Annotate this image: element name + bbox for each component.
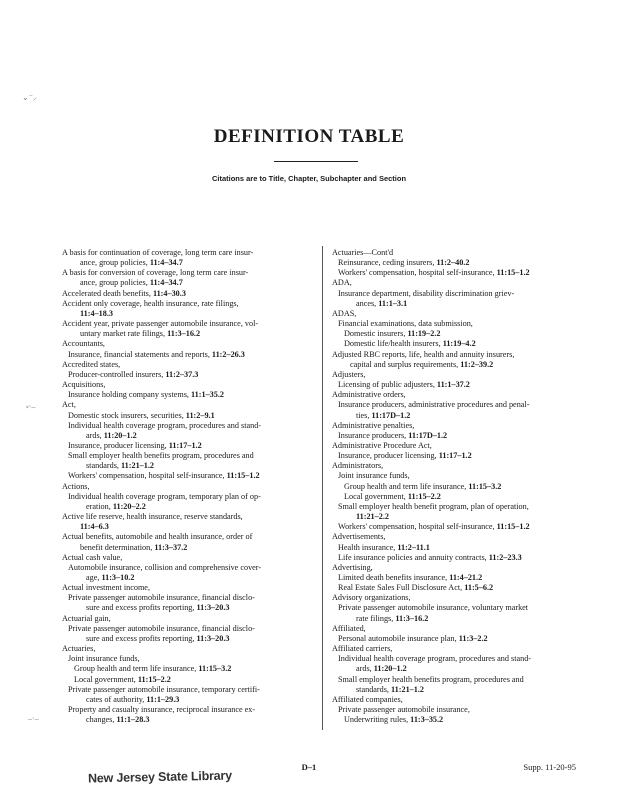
citation: 11:4–6.3 — [80, 522, 109, 532]
left-column — [62, 248, 314, 725]
definition-line — [332, 563, 594, 573]
definition-line — [332, 522, 594, 532]
definition-text: ance, group policies, — [80, 258, 150, 268]
definition-text: standards, — [86, 461, 122, 471]
definition-text: Actuarial gain, — [62, 613, 111, 623]
citation: 11:2–9.1 — [185, 410, 215, 420]
definition-text: ances, — [356, 298, 379, 308]
citation: 11:3–16.2 — [395, 613, 429, 623]
definition-text: Advertising, — [332, 562, 373, 572]
definition-text: Producer-controlled insurers, — [68, 369, 166, 379]
definition-line — [62, 329, 314, 339]
citation: 11:5–6.2 — [464, 583, 494, 593]
definition-text: Advisory organizations, — [332, 593, 411, 603]
definition-line — [332, 492, 594, 502]
page-title: DEFINITION TABLE — [213, 126, 405, 147]
definition-line — [332, 319, 594, 329]
margin-mark: ⌄⁻⸝ — [22, 93, 37, 102]
column-divider — [322, 246, 323, 730]
definition-text: Workers' compensation, hospital self-insurance, — [338, 522, 497, 532]
citation: 11:15–1.2 — [226, 471, 260, 481]
definition-text: Actions, — [62, 481, 90, 491]
definition-line — [62, 715, 314, 725]
citation: 11:17D–1.2 — [408, 430, 448, 440]
definition-text: Health insurance, — [338, 542, 398, 552]
citation: 11:1–29.3 — [146, 694, 180, 704]
definition-line — [332, 380, 594, 390]
definition-line — [62, 593, 314, 603]
citation: 11:21–1.2 — [391, 684, 425, 694]
definition-text: Actuaries, — [62, 644, 96, 654]
definition-text: Automobile insurance, collision and comprehensive cover- — [68, 562, 262, 572]
definition-text: ards, — [86, 430, 104, 440]
definition-text: Insurance department, disability discrimination griev- — [338, 288, 515, 298]
definition-text: Private passenger automobile insurance, voluntary market — [338, 603, 529, 613]
definition-line — [332, 289, 594, 299]
citation: 11:21–1.2 — [121, 461, 155, 471]
definition-line — [332, 329, 594, 339]
definition-line — [332, 644, 594, 654]
citation: 11:3–37.2 — [154, 542, 188, 552]
definition-text: Group health and term life insurance, — [74, 664, 199, 674]
definition-text: Small employer health benefits program, procedures and — [68, 451, 254, 461]
citation: 11:3–20.3 — [196, 603, 230, 613]
definition-line — [62, 624, 314, 634]
definition-line — [62, 411, 314, 421]
definition-text: Affiliated, — [332, 623, 366, 633]
citation: 11:19–2.2 — [407, 329, 441, 339]
definition-line — [62, 685, 314, 695]
definition-text: Joint insurance funds, — [338, 471, 410, 481]
citation: 11:15–2.2 — [407, 491, 441, 501]
definition-line — [332, 278, 594, 288]
right-column — [332, 248, 594, 725]
definition-text: sure and excess profits reporting, — [86, 603, 197, 613]
definition-text: sure and excess profits reporting, — [86, 633, 197, 643]
definition-line — [62, 451, 314, 461]
definition-text: Real Estate Sales Full Disclosure Act, — [338, 583, 465, 593]
definition-line — [332, 593, 594, 603]
definition-line — [332, 299, 594, 309]
definition-line — [332, 705, 594, 715]
definition-line — [332, 675, 594, 685]
definition-text: Active life reserve, health insurance, reserve standards, — [62, 512, 243, 522]
citation: 11:2–11.1 — [397, 542, 430, 552]
definition-line — [62, 268, 314, 278]
definition-text: ance, group policies, — [80, 278, 150, 288]
definition-text: A basis for conversion of coverage, long term care insur- — [62, 268, 249, 278]
definition-text: Life insurance policies and annuity contracts, — [338, 552, 489, 562]
definition-text: Reinsurance, ceding insurers, — [338, 258, 437, 268]
definition-text: Actual cash value, — [62, 552, 123, 562]
definition-text: Accident only coverage, health insurance, rate filings, — [62, 298, 239, 308]
definition-line — [62, 339, 314, 349]
definition-line — [62, 370, 314, 380]
definition-text: Financial examinations, data submission, — [338, 319, 473, 329]
definition-line — [332, 400, 594, 410]
definition-text: Acquisitions, — [62, 380, 106, 390]
definition-line — [332, 350, 594, 360]
citation: 11:20–1.2 — [103, 430, 137, 440]
definition-text: Insurance holding company systems, — [68, 390, 192, 400]
library-stamp: New Jersey State Library — [87, 768, 233, 786]
definition-line — [62, 360, 314, 370]
definition-line — [62, 421, 314, 431]
definition-line — [62, 400, 314, 410]
definition-line — [332, 624, 594, 634]
citation: 11:19–4.2 — [442, 339, 476, 349]
definition-text: ADAS, — [332, 308, 357, 318]
definition-text: Affiliated carriers, — [332, 644, 393, 654]
definition-text: Administrative penalties, — [332, 420, 415, 430]
definition-line — [62, 664, 314, 674]
definition-text: Adjusters, — [332, 369, 366, 379]
definition-line — [332, 421, 594, 431]
definition-line — [62, 553, 314, 563]
definition-text: capital and surplus requirements, — [350, 359, 461, 369]
citation: 11:15–1.2 — [496, 522, 530, 532]
definition-text: benefit determination, — [80, 542, 155, 552]
citation: 11:15–3.2 — [468, 481, 502, 491]
definition-text: Insurance producers, administrative procedures and penal- — [338, 400, 530, 410]
definition-text: Insurance, producer licensing, — [338, 451, 439, 461]
definition-line — [332, 512, 594, 522]
definition-text: Adjusted RBC reports, life, health and annuity insurers, — [332, 349, 515, 359]
citation: 11:2–26.3 — [211, 349, 245, 359]
definition-line — [62, 461, 314, 471]
definition-line — [332, 360, 594, 370]
definition-line — [332, 654, 594, 664]
definition-text: ADA, — [332, 278, 352, 288]
definition-line — [62, 634, 314, 644]
definition-text: age, — [86, 573, 102, 582]
definition-text: Underwriting rules, — [344, 715, 411, 725]
citation: 11:2–23.3 — [488, 552, 522, 562]
definition-text: Accelerated death benefits, — [62, 288, 153, 298]
definition-line — [62, 512, 314, 522]
definition-text: Actual investment income, — [62, 583, 150, 593]
page-subtitle: Citations are to Title, Chapter, Subchapter and Section — [211, 174, 407, 183]
definition-line — [62, 319, 314, 329]
definition-line — [62, 644, 314, 654]
definition-text: Domestic insurers, — [344, 329, 408, 339]
citation: 11:3–16.2 — [167, 329, 201, 339]
definition-text: Limited death benefits insurance, — [338, 573, 450, 582]
definition-text: Advertisements, — [332, 532, 386, 542]
definition-line — [62, 583, 314, 593]
definition-line — [332, 614, 594, 624]
definition-line — [62, 431, 314, 441]
citation: 11:1–37.2 — [436, 380, 470, 390]
definition-text: untary market rate filings, — [80, 329, 168, 339]
citation: 11:15–1.2 — [496, 268, 530, 278]
citation: 11:3–10.2 — [101, 573, 135, 582]
definition-text: cates of authority, — [86, 694, 147, 704]
definition-line — [332, 411, 594, 421]
definition-text: standards, — [356, 684, 392, 694]
definition-text: Individual health coverage program, temporary plan of op- — [68, 491, 261, 501]
definition-line — [332, 482, 594, 492]
citation: 11:15–3.2 — [198, 664, 232, 674]
definition-text: Property and casualty insurance, reciprocal insurance ex- — [68, 705, 256, 715]
definition-line — [62, 532, 314, 542]
definition-line — [62, 289, 314, 299]
definition-line — [62, 695, 314, 705]
definition-line — [332, 715, 594, 725]
citation: 11:4–34.7 — [149, 258, 183, 268]
definition-text: ties, — [356, 410, 372, 420]
definition-text: Administrators, — [332, 461, 384, 471]
definition-text: Licensing of public adjusters, — [338, 380, 437, 390]
citation: 11:2–37.3 — [165, 369, 199, 379]
definition-line — [332, 664, 594, 674]
definition-line — [332, 543, 594, 553]
definition-line — [332, 603, 594, 613]
definition-text: changes, — [86, 715, 117, 725]
definition-line — [62, 522, 314, 532]
citation: 11:1–28.3 — [116, 715, 150, 725]
definition-text: Actual benefits, automobile and health insurance, order of — [62, 532, 253, 542]
margin-mark: ⸗·– — [26, 402, 36, 411]
definition-line — [332, 309, 594, 319]
definition-line — [332, 573, 594, 583]
citation: 11:2–40.2 — [436, 258, 470, 268]
definition-text: Act, — [62, 400, 76, 410]
definition-line — [62, 350, 314, 360]
definition-line — [62, 299, 314, 309]
definition-line — [62, 603, 314, 613]
definition-text: Accountants, — [62, 339, 105, 349]
definition-text: Insurance, producer licensing, — [68, 440, 169, 450]
definition-text: Individual health coverage program, procedures and stand- — [68, 420, 262, 430]
definition-line — [62, 482, 314, 492]
definition-text: A basis for continuation of coverage, long term care insur- — [62, 248, 254, 257]
definition-line — [332, 258, 594, 268]
definition-text: Insurance, financial statements and reports, — [68, 349, 212, 359]
definition-text: Joint insurance funds, — [68, 654, 140, 664]
definition-line — [332, 370, 594, 380]
definition-line — [332, 268, 594, 278]
definition-line — [62, 390, 314, 400]
margin-mark: –·– — [28, 714, 39, 723]
citation: 11:15–2.2 — [137, 674, 171, 684]
definition-text: Personal automobile insurance plan, — [338, 633, 459, 643]
citation: 11:4–18.3 — [80, 308, 113, 318]
definition-line — [62, 573, 314, 583]
definition-text: Local government, — [344, 491, 408, 501]
definition-line — [62, 675, 314, 685]
definition-text: Affiliated companies, — [332, 694, 403, 704]
definition-line — [62, 654, 314, 664]
citation: 11:17–1.2 — [168, 440, 202, 450]
definition-line — [62, 309, 314, 319]
definition-line — [332, 390, 594, 400]
definition-line — [62, 258, 314, 268]
definition-line — [332, 685, 594, 695]
definition-text: Administrative Procedure Act, — [332, 440, 432, 450]
definition-text: Insurance producers, — [338, 430, 409, 440]
definition-line — [332, 532, 594, 542]
definition-line — [62, 614, 314, 624]
definition-line — [332, 441, 594, 451]
supplement-date: Supp. 11-20-95 — [523, 762, 576, 772]
definition-line — [332, 695, 594, 705]
definition-text: Small employer health benefits program, procedures and — [338, 674, 524, 684]
definition-line — [62, 502, 314, 512]
definition-text: Private passenger automobile insurance, — [338, 705, 470, 715]
citation: 11:4–21.2 — [449, 573, 483, 582]
citation: 11:4–30.3 — [152, 288, 186, 298]
citation: 11:4–34.7 — [149, 278, 183, 288]
definition-line — [332, 471, 594, 481]
citation: 11:20–1.2 — [373, 664, 407, 674]
definition-text: Workers' compensation, hospital self-insurance, — [338, 268, 497, 278]
definition-text: Administrative orders, — [332, 390, 406, 400]
definition-text: ards, — [356, 664, 374, 674]
definition-line — [62, 543, 314, 553]
citation: 11:17–1.2 — [438, 451, 472, 461]
definition-text: rate filings, — [356, 613, 396, 623]
definition-line — [332, 461, 594, 471]
definition-line — [332, 583, 594, 593]
definition-text: Workers' compensation, hospital self-insurance, — [68, 471, 227, 481]
definition-line — [62, 441, 314, 451]
definition-line — [62, 380, 314, 390]
citation: 11:3–35.2 — [410, 715, 444, 725]
definition-line — [62, 705, 314, 715]
definition-text: Individual health coverage program, procedures and stand- — [338, 654, 532, 664]
definition-text: Private passenger automobile insurance, financial disclo- — [68, 593, 255, 603]
definition-text: Local government, — [74, 674, 138, 684]
definition-text: Domestic life/health insurers, — [344, 339, 443, 349]
definition-line — [62, 471, 314, 481]
definition-line — [332, 451, 594, 461]
definition-text: Domestic stock insurers, securities, — [68, 410, 186, 420]
definition-text: Accredited states, — [62, 359, 121, 369]
definition-line — [62, 563, 314, 573]
citation: 11:3–20.3 — [196, 633, 230, 643]
definition-line — [332, 339, 594, 349]
definition-text: Accident year, private passenger automobile insurance, vol- — [62, 319, 259, 329]
definition-line — [62, 248, 314, 258]
definition-line — [332, 553, 594, 563]
definition-text: Group health and term life insurance, — [344, 481, 469, 491]
definition-text: Actuaries—Cont'd — [332, 248, 394, 257]
definition-line — [62, 278, 314, 288]
definition-line — [332, 634, 594, 644]
citation: 11:1–35.2 — [191, 390, 225, 400]
citation: 11:21–2.2 — [356, 512, 389, 522]
definition-text: Small employer health benefit program, plan of operation, — [338, 501, 529, 511]
definition-line — [62, 492, 314, 502]
definition-text: Private passenger automobile insurance, financial disclo- — [68, 623, 255, 633]
definition-line — [332, 431, 594, 441]
citation: 11:3–2.2 — [458, 633, 488, 643]
citation: 11:1–3.1 — [378, 298, 408, 308]
definition-line — [332, 248, 594, 258]
title-rule — [274, 161, 358, 162]
definition-text: Private passenger automobile insurance, temporary certifi- — [68, 684, 260, 694]
page-number: D–1 — [301, 762, 317, 772]
definition-text: eration, — [86, 501, 113, 511]
citation: 11:20–2.2 — [112, 501, 146, 511]
definition-line — [332, 502, 594, 512]
citation: 11:2–39.2 — [460, 359, 494, 369]
citation: 11:17D–1.2 — [371, 410, 411, 420]
